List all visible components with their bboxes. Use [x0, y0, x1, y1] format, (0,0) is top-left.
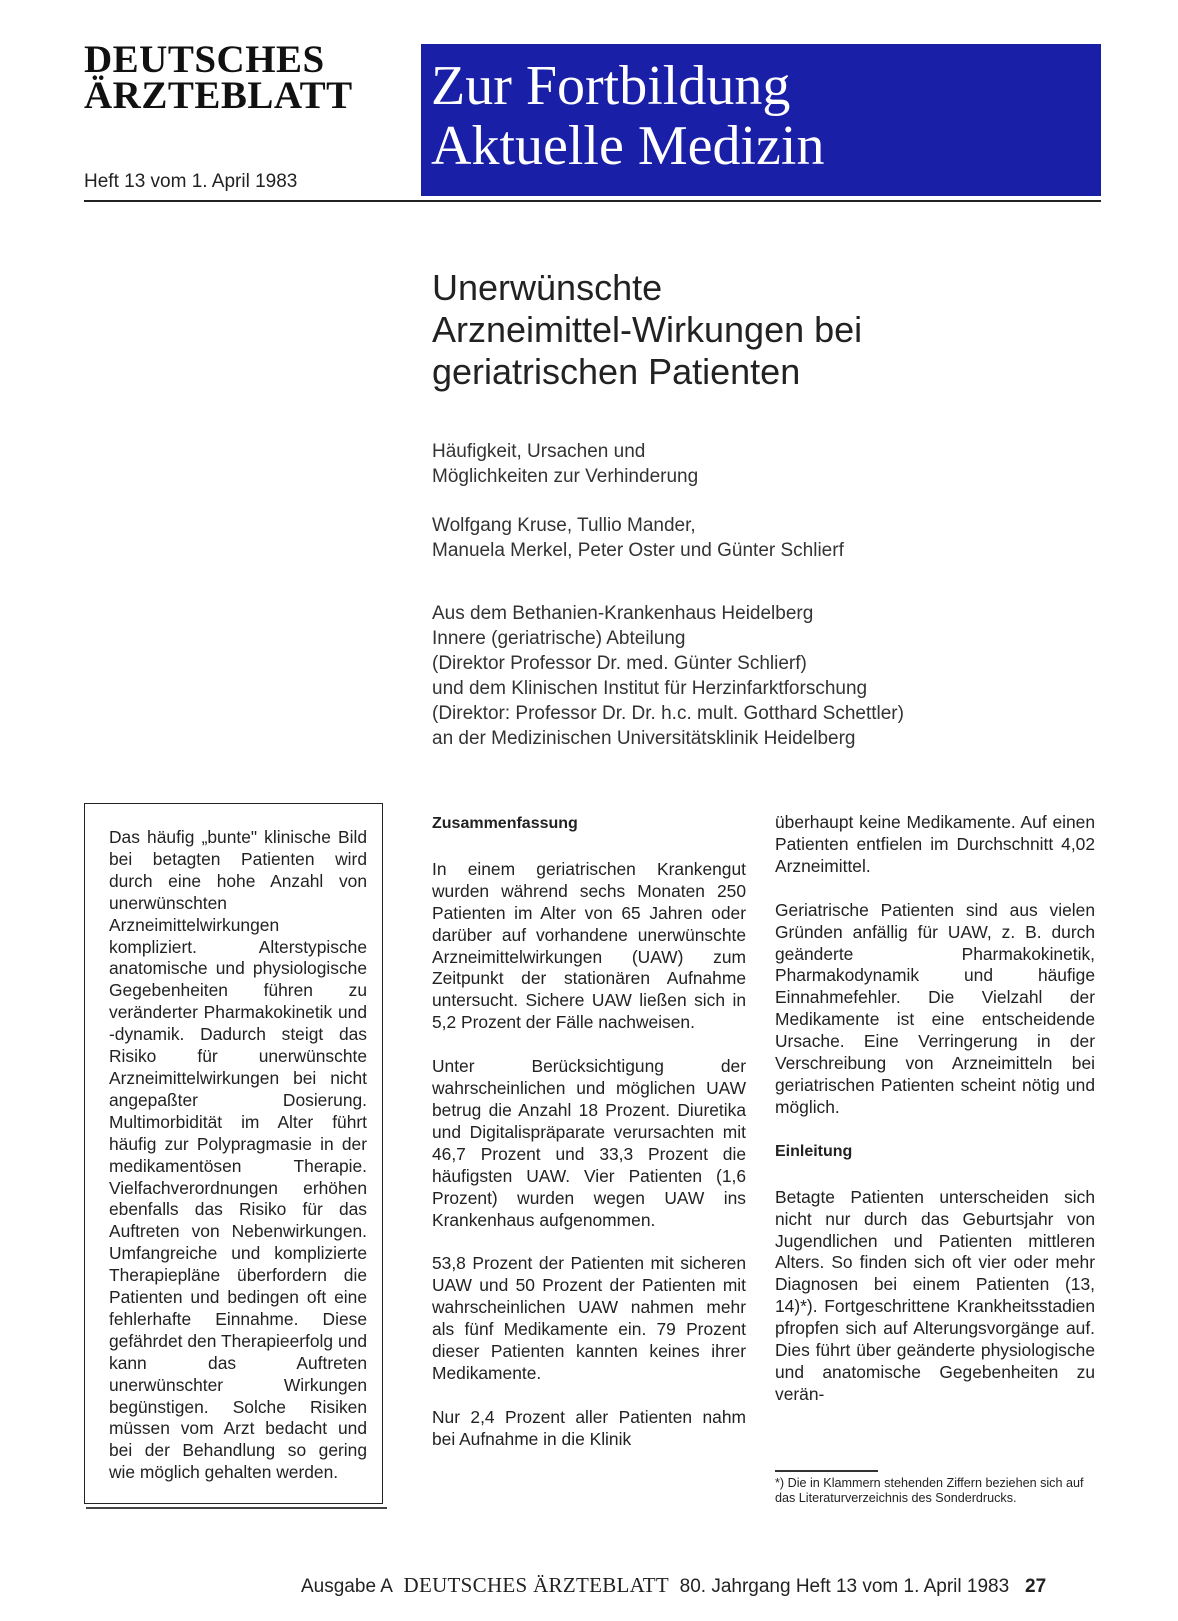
- section-heading-introduction: Einleitung: [775, 1142, 853, 1160]
- article-title: [432, 267, 1092, 393]
- banner-line-1: Zur Fortbildung: [431, 55, 791, 117]
- paragraph: Geriatrische Patienten sind aus vielen Gründen anfällig für UAW, z. B. durch geänderte Pharmakokinetik, Pharmakodynamik und häufige Einnahmefehler. Die Vielzahl der Medikamente ist eine entscheidende Ursache. Eine Verringerung in der Verschreibung von Arzneimitteln bei geriatrischen Patienten scheint nötig und möglich.: [775, 899, 1095, 1117]
- article-authors: [432, 513, 1092, 563]
- page-number: 27: [1025, 1576, 1047, 1597]
- column-summary: [432, 813, 746, 1473]
- paragraph: Nur 2,4 Prozent aller Patienten nahm bei Aufnahme in die Klinik: [432, 1406, 746, 1449]
- abstract-box-text: Das häufig „bunte" klinische Bild bei betagten Patienten wird durch eine hohe Anzahl von unerwünschten Arzneimittelwirkungen kompliziert. Alterstypische anatomische und physiologische Gegebenheiten führen zu veränderter Pharmakokinetik und -dynamik. Dadurch steigt das Risiko für unerwünschte Arzneimittelwirkungen bei nicht angepaßter Dosierung. Multimorbidität im Alter führt häufig zur Polypragmasie in der medikamentösen Therapie. Vielfachverordnungen erhöhen ebenfalls das Risiko für das Auftreten von Nebenwirkungen. Umfangreiche und komplizierte Therapiepläne überfordern die Patienten und bedingen oft eine fehlerhafte Einnahme. Diese gefährdet den Therapieerfolg und kann das Auftreten unerwünschter Wirkungen begünstigen. Solche Risiken müssen vom Arzt bedacht und bei der Behandlung so gering wie möglich gehalten werden.: [109, 827, 367, 1483]
- banner-line-2: Aktuelle Medizin: [431, 115, 825, 177]
- article-affiliation: [432, 601, 1112, 751]
- title-line: geriatrischen Patienten: [432, 351, 801, 392]
- paragraph: Unter Berücksichtigung der wahrscheinlichen und möglichen UAW betrug die Anzahl 18 Prozent. Diuretika und Digitalispräparate verursachten mit 46,7 Prozent und 33,3 Prozent die häufigsten UAW. Vier Patienten (1,6 Prozent) wurden wegen UAW ins Krankenhaus aufgenommen.: [432, 1056, 746, 1230]
- journal-masthead: [84, 38, 414, 117]
- section-heading-summary: Zusammenfassung: [432, 815, 578, 832]
- article-subtitle: [432, 439, 1092, 489]
- masthead-line-1: DEUTSCHES: [84, 38, 325, 81]
- paragraph: überhaupt keine Medikamente. Auf einen Patienten entfielen im Durchschnitt 4,02 Arzneimittel.: [775, 812, 1095, 876]
- affiliation-line: (Direktor: Professor Dr. Dr. h.c. mult. Gotthard Schettler): [432, 703, 904, 724]
- page-footer: [301, 1573, 1046, 1598]
- footer-journal: DEUTSCHES ÄRZTEBLATT: [403, 1573, 670, 1597]
- column-introduction: [775, 812, 1095, 1428]
- affiliation-line: Innere (geriatrische) Abteilung: [432, 628, 686, 649]
- issue-date: Heft 13 vom 1. April 1983: [84, 171, 298, 192]
- abstract-box: [84, 803, 383, 1504]
- subtitle-line: Möglichkeiten zur Verhinderung: [432, 466, 699, 487]
- header-rule: [84, 200, 1101, 202]
- footer-volume: 80. Jahrgang Heft 13 vom 1. April 1983: [679, 1576, 1010, 1597]
- affiliation-line: an der Medizinischen Universitätsklinik Heidelberg: [432, 728, 856, 749]
- author-line: Manuela Merkel, Peter Oster und Günter Schlierf: [432, 540, 844, 561]
- title-line: Arzneimittel-Wirkungen bei: [432, 309, 863, 350]
- footnote: *) Die in Klammern stehenden Ziffern beziehen sich auf das Literaturverzeichnis des Sonderdrucks.: [775, 1476, 1084, 1505]
- footnote-rule: [775, 1470, 878, 1472]
- masthead-line-2: ÄRZTEBLATT: [84, 74, 353, 117]
- author-line: Wolfgang Kruse, Tullio Mander,: [432, 515, 696, 536]
- paragraph: In einem geriatrischen Krankengut wurden während sechs Monaten 250 Patienten im Alter von 65 Jahren oder darüber auf vorhandene unerwünschte Arzneimittelwirkungen (UAW) zum Zeitpunkt der stationären Aufnahme untersucht. Sichere UAW ließen sich in 5,2 Prozent der Fälle nachweisen.: [432, 858, 746, 1033]
- footer-edition: Ausgabe A: [301, 1576, 393, 1597]
- affiliation-line: (Direktor Professor Dr. med. Günter Schlierf): [432, 653, 807, 674]
- subtitle-line: Häufigkeit, Ursachen und: [432, 441, 646, 462]
- title-line: Unerwünschte: [432, 267, 663, 308]
- paragraph: 53,8 Prozent der Patienten mit sicheren UAW und 50 Prozent der Patienten mit wahrscheinlichen UAW nahmen mehr als fünf Medikamente ein. 79 Prozent dieser Patienten kannten keines ihrer Medikamente.: [432, 1253, 746, 1383]
- abstract-box-shadow: [86, 1507, 387, 1509]
- paragraph: Betagte Patienten unterscheiden sich nicht nur durch das Geburtsjahr von Jugendlichen und Patienten mittleren Alters. So finden sich oft vier oder mehr Diagnosen bei einem Patienten (13, 14)*). Fortgeschrittene Krankheitsstadien pfropfen sich auf Alterungsvorgänge auf. Dies führt über geänderte physiologische und anatomische Gegebenheiten zu verän-: [775, 1186, 1095, 1404]
- affiliation-line: und dem Klinischen Institut für Herzinfarktforschung: [432, 678, 868, 699]
- section-banner: [421, 44, 1101, 196]
- affiliation-line: Aus dem Bethanien-Krankenhaus Heidelberg: [432, 603, 814, 624]
